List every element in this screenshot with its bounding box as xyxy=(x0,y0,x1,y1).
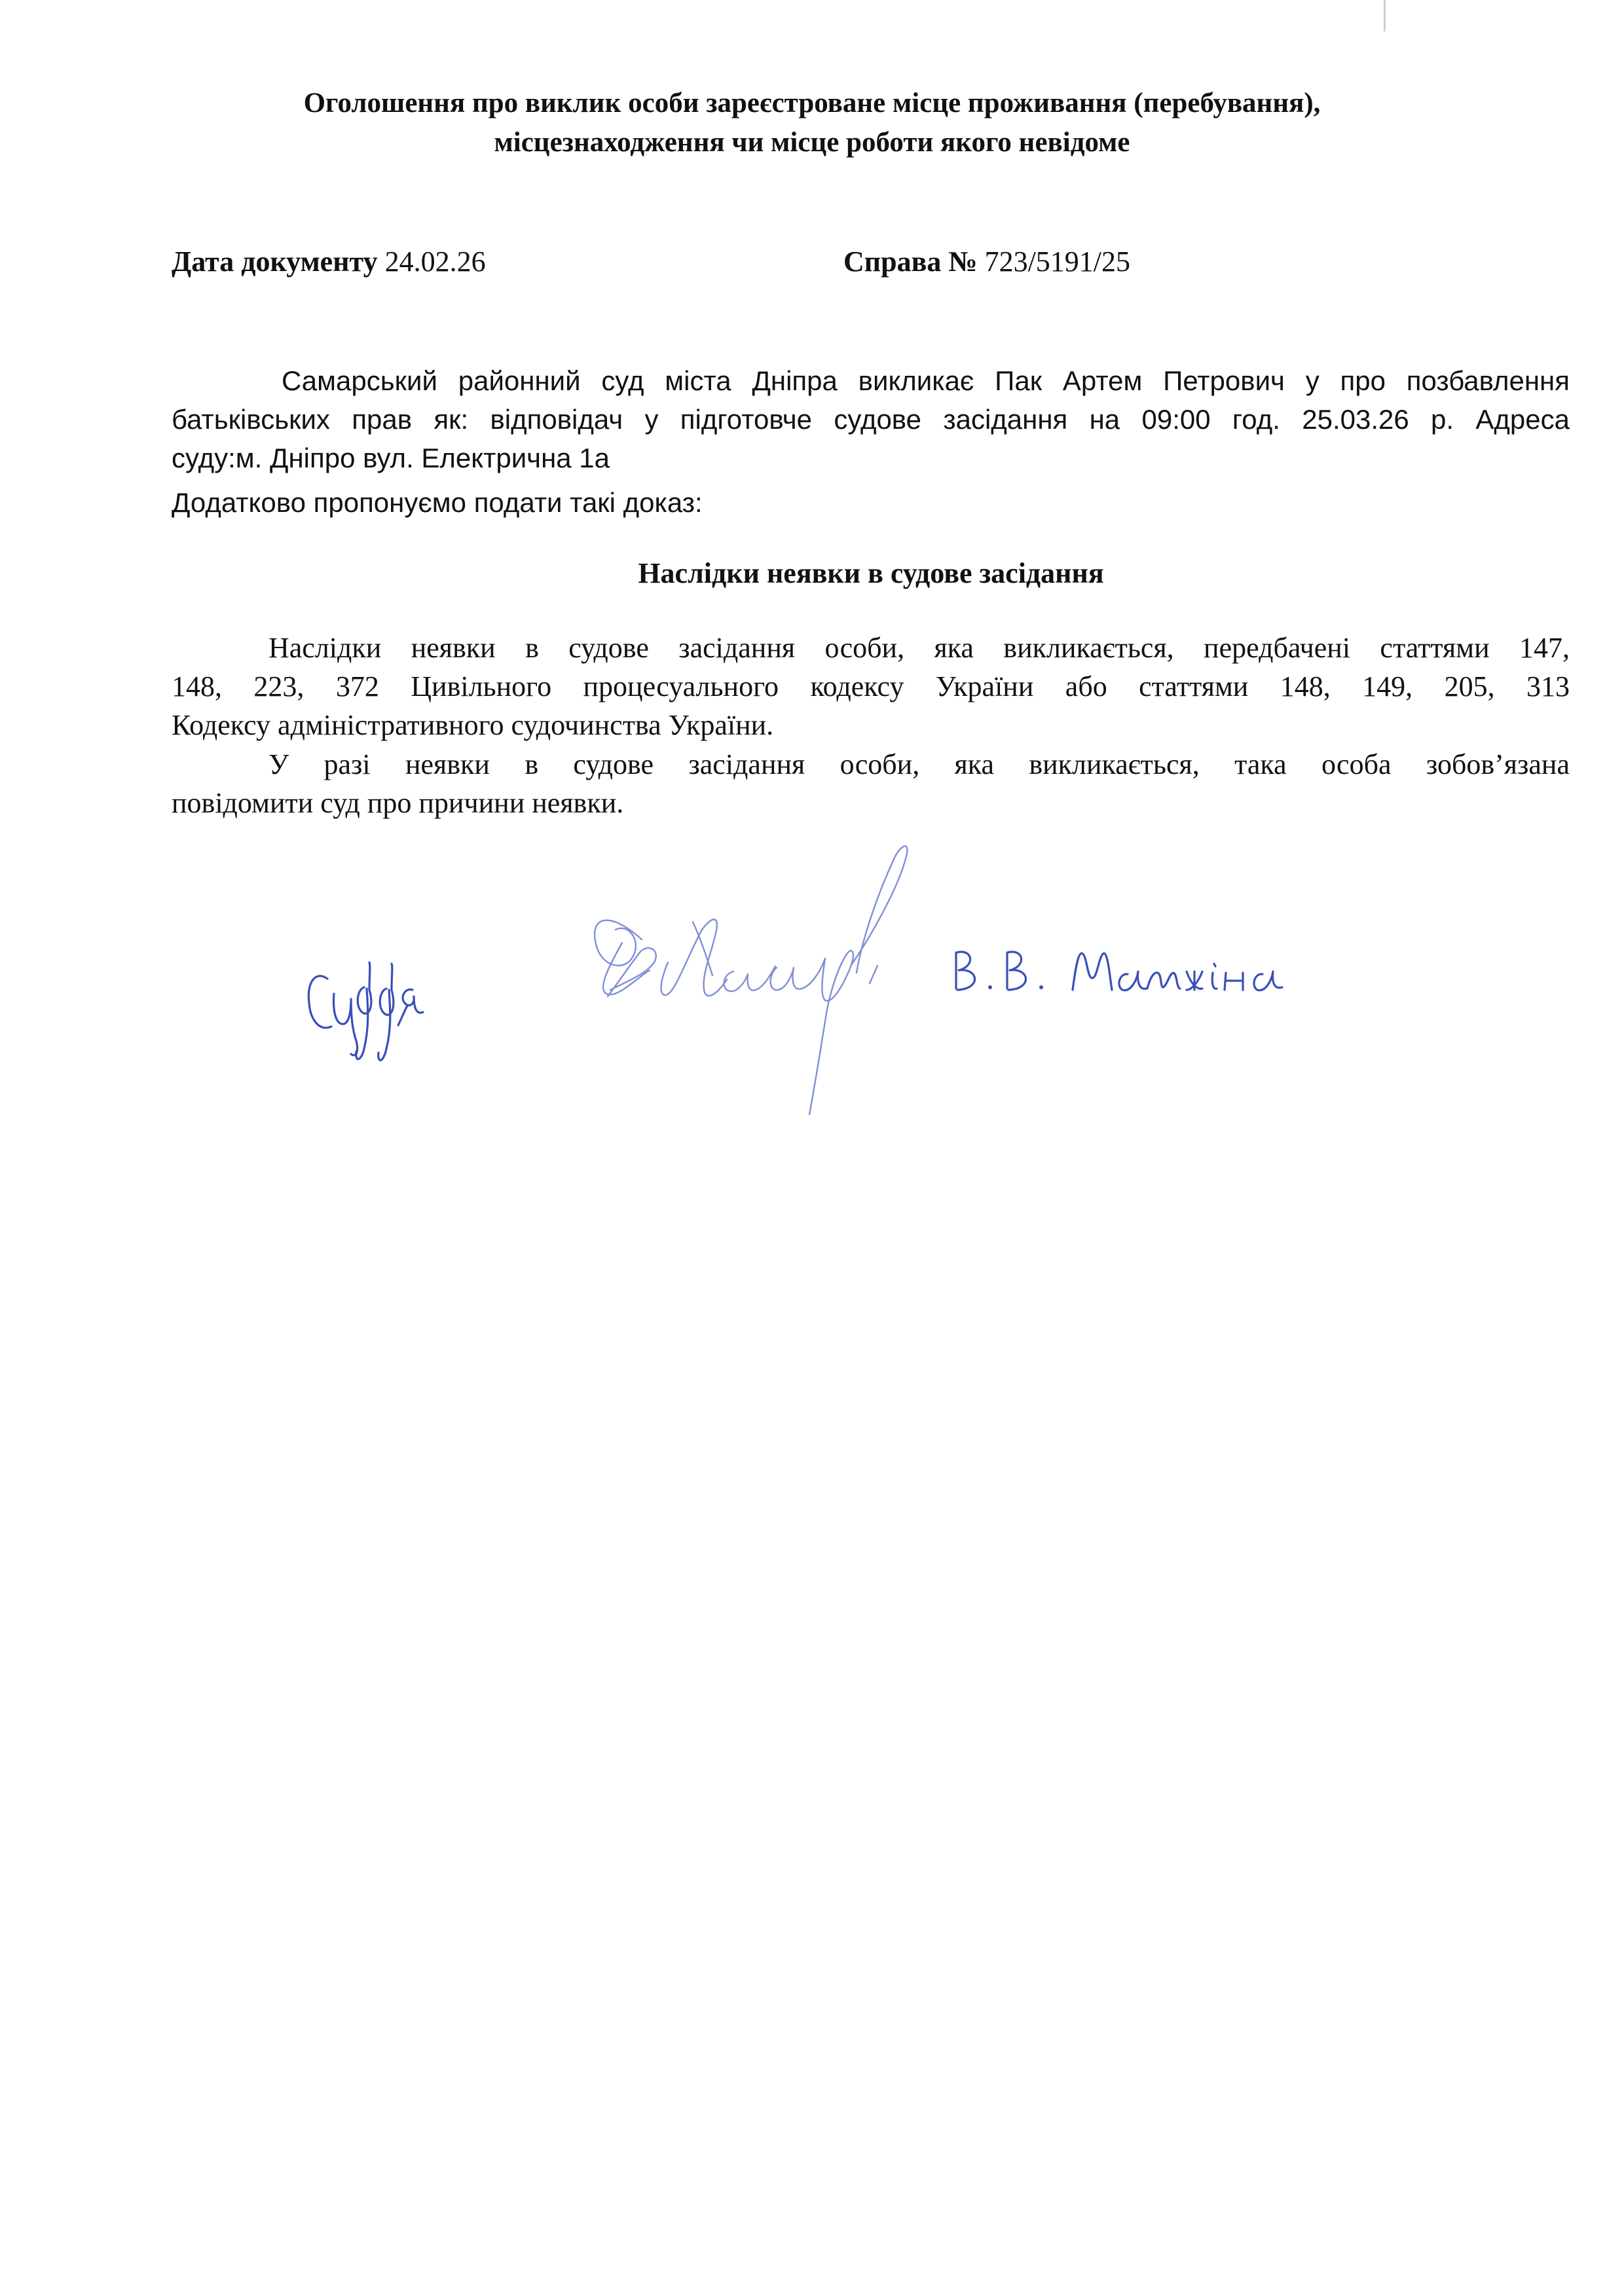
date-value: 24.02.26 xyxy=(384,246,486,278)
title-line-2: місцезнаходження чи місце роботи якого невідоме xyxy=(494,127,1130,158)
duty-paragraph xyxy=(172,745,1570,822)
summons-paragraph xyxy=(172,361,1570,477)
consequences-line-3: Кодексу адміністративного судочинства України. xyxy=(172,709,774,741)
signature-svg xyxy=(301,818,1349,1146)
handwritten-judge-label xyxy=(308,962,423,1060)
consequences-line-2: 148, 223, 372 Цивільного процесуального кодексу України або статтями 148, 149, 205, 313 xyxy=(172,670,1570,702)
document-date xyxy=(172,242,486,282)
evidence-paragraph xyxy=(172,483,1570,522)
summons-line-2: батьківських прав як: відповідач у підготовче судове засідання на 09:00 год. 25.03.26 р. Адреса xyxy=(172,404,1570,435)
case-number xyxy=(843,242,1130,282)
scan-edge-mark xyxy=(1384,0,1386,31)
duty-line-1: У разі неявки в судове засідання особи, яка викликається, така особа зобов’язана xyxy=(268,748,1570,780)
case-value: 723/5191/25 xyxy=(984,246,1131,278)
document-title xyxy=(170,84,1454,162)
case-label: Справа № xyxy=(843,246,978,278)
duty-line-2: повідомити суд про причини неявки. xyxy=(172,787,624,819)
summons-line-1: Самарський районний суд міста Дніпра викликає Пак Артем Петрович у про позбавлення xyxy=(282,365,1570,396)
consequences-line-1: Наслідки неявки в судове засідання особи, яка викликається, передбачені статтями 147, xyxy=(268,632,1570,664)
title-line-1: Оголошення про виклик особи зареєстроване місце проживання (перебування), xyxy=(303,88,1321,118)
signature-block xyxy=(301,818,1349,1146)
summons-line-3: суду:м. Дніпро вул. Електрична 1а xyxy=(172,443,610,473)
handwritten-name xyxy=(956,952,1282,991)
evidence-line: Додатково пропонуємо подати такі доказ: xyxy=(172,487,703,518)
handwritten-signature xyxy=(595,846,907,1114)
date-label: Дата документу xyxy=(172,246,378,278)
consequences-heading: Наслідки неявки в судове засідання xyxy=(638,557,1104,589)
consequences-paragraph xyxy=(172,629,1570,744)
